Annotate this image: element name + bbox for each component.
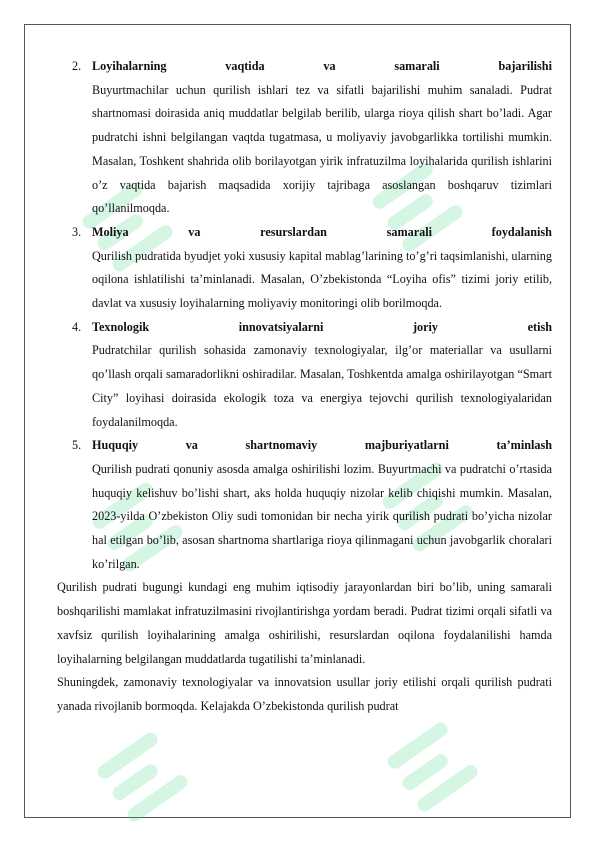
list-heading (92, 316, 552, 340)
heading-word: va (185, 438, 198, 453)
list-number: 2. (72, 59, 82, 73)
list-number: 3. (72, 224, 82, 239)
document-body (57, 55, 552, 719)
list-body: Buyurtmachilar uchun qurilish ishlari tez va sifatli bajarilishi muhim sanaladi. Pudrat shartnomasi doirasida aniq muddatlar belgilab berilib, ularga rioya qilish shart bo’ladi. Agar pudratchi ishni belgilangan vaqtda tugatmasa, u moliyaviy javobgarlikka tortilishi mumkin. Masalan, Toshkent shahrida olib borilayotgan yirik infratuzilma loyihalarida qurilish ishlarini o’z vaqtida bajarish maqsadida xorijiy tajribaga asoslangan boshqaruv tizimlari qo’llanilmoqda. (92, 82, 552, 216)
list-item (57, 434, 552, 576)
heading-word: Moliya (92, 224, 129, 239)
list-number: 4. (72, 319, 82, 334)
body-paragraph: Shuningdek, zamonaviy texnologiyalar va innovatsion usullar joriy etilishi orqali qurilish pudrati yanada rivojlanib bormoqda. Kelajakda O’zbekistonda qurilish pudrat (57, 675, 552, 713)
heading-word: samarali (386, 224, 432, 239)
list-heading (92, 221, 552, 245)
heading-word: etish (527, 319, 552, 334)
list-heading (92, 55, 552, 79)
heading-word: shartnomaviy (245, 438, 318, 453)
heading-word: vaqtida (225, 59, 265, 73)
heading-word: foydalanish (491, 224, 552, 239)
heading-word: Huquqiy (92, 438, 139, 453)
list-item (57, 221, 552, 316)
list-body: Qurilish pudrati qonuniy asosda amalga oshirilishi lozim. Buyurtmachi va pudratchi o’rtasida huquqiy kelishuv bo’lishi shart, aks holda huquqiy nizolar kelib chiqishi mumkin. Masalan, 2023-yilda O’zbekiston Oliy sudi tomonidan bir necha yirik qurilish pudrati bo’yicha nizolar hal etilgan bo’lib, asosan shartnoma shartlariga rioya qilinmagani uchun javobgarlik choralari ko’rilgan. (92, 461, 552, 571)
heading-word: Loyihalarning (92, 59, 167, 73)
list-item (57, 55, 552, 221)
heading-word: ta’minlash (496, 438, 552, 453)
heading-word: majburiyatlarni (364, 438, 449, 453)
heading-word: joriy (412, 319, 439, 334)
body-paragraph: Qurilish pudrati bugungi kundagi eng muhim iqtisodiy jarayonlardan biri bo’lib, uning samarali boshqarilishi mamlakat infratuzilmasini rivojlantirishga yordam beradi. Pudrat tizimi orqali sifatli va xavfsiz qurilish loyihalarining amalga oshirilishi, resurslardan oqilona foydalanilishi hamda loyihalarning belgilangan muddatlarda tugatilishi ta’minlanadi. (57, 580, 552, 666)
heading-word: va (188, 224, 201, 239)
list-number: 5. (72, 438, 82, 453)
heading-word: samarali (394, 59, 440, 73)
heading-word: Texnologik (92, 319, 150, 334)
heading-word: va (323, 59, 336, 73)
list-body: Pudratchilar qurilish sohasida zamonaviy texnologiyalar, ilg’or materiallar va usullarni qo’llash orqali samaradorlikni oshiradilar. Masalan, Toshkentda amalga oshirilayotgan “Smart City” loyihasi doirasida ekologik toza va energiya tejovchi qurilish texnologiyalaridan foydalanilmoqda. (92, 343, 552, 429)
heading-word: innovatsiyalarni (238, 319, 324, 334)
list-body: Qurilish pudratida byudjet yoki xususiy kapital mablag’larining to’g’ri taqsimlanishi, ularning oqilona ishlatilishi ta’minlanadi. Masalan, O’zbekistonda “Loyiha ofis” tizimi joriy etilib, davlat va xususiy loyihalarning moliyaviy monitoringi olib borilmoqda. (92, 248, 552, 311)
heading-word: resurslardan (260, 224, 327, 239)
list-item (57, 316, 552, 435)
heading-word: bajarilishi (498, 59, 552, 73)
list-heading (92, 434, 552, 458)
